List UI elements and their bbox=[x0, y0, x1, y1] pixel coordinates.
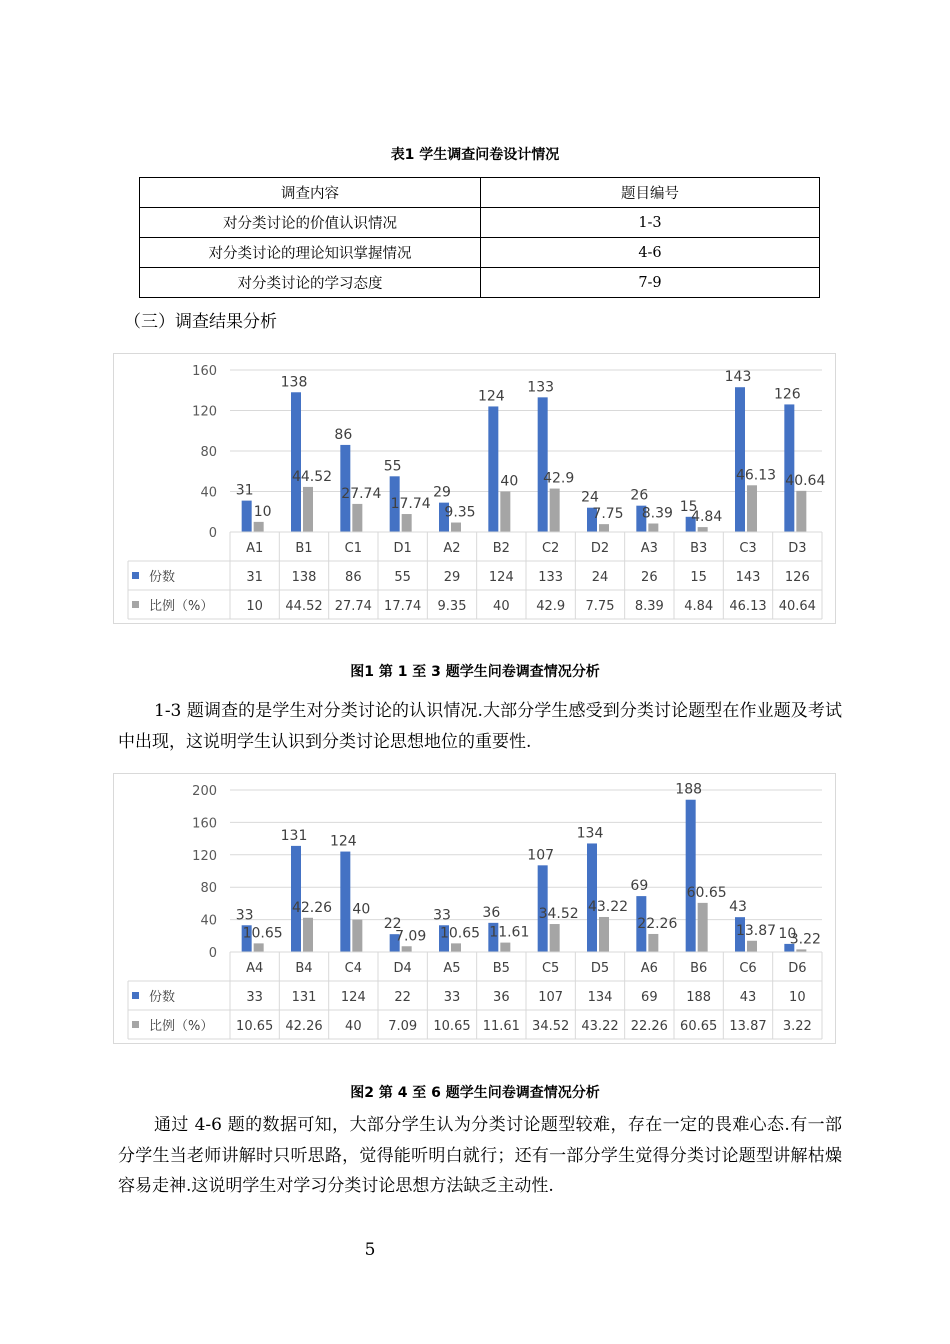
data-table-value: 69 bbox=[641, 990, 658, 1005]
x-category-label: D5 bbox=[590, 961, 610, 976]
bar-percent bbox=[698, 903, 708, 952]
bar-percent bbox=[402, 946, 412, 952]
data-label: 86 bbox=[334, 426, 353, 443]
chart-figure-2 bbox=[113, 773, 836, 1044]
table-cell: 4-6 bbox=[481, 238, 820, 268]
data-label: 24 bbox=[581, 489, 599, 506]
x-category-label: C3 bbox=[739, 541, 757, 556]
legend-label: 份数 bbox=[149, 990, 176, 1005]
data-label: 33 bbox=[235, 907, 254, 924]
bar-percent bbox=[254, 943, 264, 952]
x-category-label: C2 bbox=[541, 541, 560, 556]
bar-count bbox=[291, 392, 301, 532]
x-category-label: C5 bbox=[541, 961, 560, 976]
data-table-value: 27.74 bbox=[334, 599, 372, 614]
data-table-value: 31 bbox=[246, 570, 263, 585]
data-label: 4.84 bbox=[691, 509, 723, 526]
data-table-value: 42.26 bbox=[285, 1019, 323, 1034]
data-label: 134 bbox=[576, 825, 604, 842]
x-category-label: D3 bbox=[788, 541, 807, 556]
data-table-value: 33 bbox=[443, 990, 461, 1005]
table-cell: 1-3 bbox=[481, 208, 820, 238]
bar-percent bbox=[352, 504, 362, 532]
data-table-value: 4.84 bbox=[684, 599, 714, 614]
x-category-label: A3 bbox=[640, 541, 658, 556]
data-label: 69 bbox=[630, 878, 649, 895]
data-label: 138 bbox=[280, 374, 308, 391]
x-category-label: D1 bbox=[393, 541, 412, 556]
legend-swatch bbox=[132, 601, 139, 608]
bar-percent bbox=[500, 943, 510, 952]
y-tick-label: 40 bbox=[200, 485, 217, 501]
data-label: 131 bbox=[280, 827, 308, 844]
table-caption: 表1 学生调查问卷设计情况 bbox=[390, 147, 560, 163]
bar-count bbox=[784, 404, 794, 532]
table-header-row bbox=[140, 178, 820, 208]
y-tick-label: 80 bbox=[200, 445, 217, 460]
bar-percent bbox=[796, 491, 806, 532]
x-category-label: A5 bbox=[443, 961, 461, 976]
data-label: 40.64 bbox=[785, 472, 826, 489]
data-label: 29 bbox=[433, 484, 451, 501]
data-table-value: 143 bbox=[735, 570, 761, 585]
data-table-value: 42.9 bbox=[536, 599, 566, 614]
table-row bbox=[140, 238, 820, 268]
table-header-cell: 题目编号 bbox=[481, 178, 820, 208]
data-label: 60.65 bbox=[686, 884, 727, 901]
bar-percent bbox=[550, 489, 560, 532]
data-label: 40 bbox=[352, 901, 371, 918]
data-table-value: 60.65 bbox=[680, 1019, 718, 1034]
x-category-label: D2 bbox=[590, 541, 610, 556]
table-cell: 7-9 bbox=[481, 268, 820, 298]
bar-percent bbox=[303, 918, 313, 952]
data-label: 43.22 bbox=[587, 898, 629, 915]
data-label: 10 bbox=[253, 503, 272, 520]
survey-design-table bbox=[139, 177, 820, 298]
legend-swatch bbox=[132, 572, 139, 579]
data-label: 42.9 bbox=[543, 470, 575, 487]
y-tick-label: 0 bbox=[208, 526, 217, 541]
data-table-value: 44.52 bbox=[285, 599, 323, 614]
bar-percent bbox=[698, 527, 708, 532]
table-cell: 对分类讨论的理论知识掌握情况 bbox=[140, 238, 481, 268]
bar-percent bbox=[254, 522, 264, 532]
data-label: 7.75 bbox=[592, 506, 624, 523]
x-category-label: C4 bbox=[344, 961, 363, 976]
y-tick-label: 200 bbox=[192, 784, 217, 799]
legend-swatch bbox=[132, 1021, 139, 1028]
bar-percent bbox=[303, 487, 313, 532]
y-tick-label: 0 bbox=[208, 946, 217, 961]
y-tick-label: 160 bbox=[192, 816, 217, 832]
data-label: 26 bbox=[630, 487, 649, 504]
bar-percent bbox=[402, 514, 412, 532]
data-label: 3.22 bbox=[789, 931, 821, 948]
data-table-value: 40 bbox=[345, 1019, 362, 1034]
data-table-value: 40 bbox=[493, 599, 510, 614]
bar-percent bbox=[599, 524, 609, 532]
data-label: 44.52 bbox=[291, 468, 333, 485]
data-table-value: 7.09 bbox=[388, 1019, 418, 1034]
data-label: 31 bbox=[235, 482, 254, 499]
bar-count bbox=[735, 387, 745, 532]
bar-percent bbox=[599, 917, 609, 952]
data-label: 22.26 bbox=[637, 915, 678, 932]
data-label: 10 bbox=[778, 925, 797, 942]
data-label: 10.65 bbox=[242, 925, 283, 942]
data-label: 46.13 bbox=[735, 467, 777, 484]
page-number: 5 bbox=[364, 1240, 376, 1260]
data-table-value: 15 bbox=[690, 570, 707, 585]
data-label: 22 bbox=[383, 916, 402, 933]
data-table-value: 138 bbox=[291, 570, 317, 585]
data-label: 188 bbox=[675, 781, 703, 798]
table-cell: 对分类讨论的学习态度 bbox=[140, 268, 481, 298]
data-table-value: 86 bbox=[345, 570, 362, 585]
data-label: 10.65 bbox=[439, 925, 481, 942]
legend-swatch bbox=[132, 992, 139, 999]
figure-1-caption: 图1 第 1 至 3 题学生问卷调查情况分析 bbox=[350, 664, 600, 680]
data-label: 17.74 bbox=[390, 496, 431, 513]
x-category-label: B3 bbox=[690, 541, 708, 556]
bar-percent bbox=[352, 920, 362, 952]
x-category-label: B6 bbox=[690, 961, 708, 976]
data-label: 133 bbox=[527, 379, 555, 396]
data-table-value: 133 bbox=[538, 570, 564, 585]
data-table-value: 26 bbox=[641, 570, 658, 585]
bar-count bbox=[686, 800, 696, 952]
legend-label: 比例（%） bbox=[149, 1019, 214, 1034]
data-table-value: 3.22 bbox=[782, 1019, 812, 1034]
y-tick-label: 160 bbox=[192, 364, 217, 379]
data-label: 7.09 bbox=[395, 928, 427, 945]
data-label: 43 bbox=[729, 899, 747, 916]
bar-percent bbox=[500, 492, 510, 533]
data-table-value: 134 bbox=[587, 990, 613, 1005]
table-row bbox=[140, 268, 820, 298]
chart-2-svg bbox=[114, 774, 835, 1043]
chart-1-svg bbox=[114, 354, 835, 623]
legend-label: 比例（%） bbox=[149, 599, 214, 614]
x-category-label: D6 bbox=[788, 961, 807, 976]
data-table-value: 126 bbox=[784, 570, 810, 585]
data-label: 15 bbox=[679, 498, 698, 515]
data-table-value: 36 bbox=[493, 990, 510, 1005]
table-cell: 对分类讨论的价值认识情况 bbox=[140, 208, 481, 238]
data-table-value: 22 bbox=[394, 990, 411, 1005]
bar-percent bbox=[550, 924, 560, 952]
data-label: 34.52 bbox=[538, 906, 579, 923]
x-category-label: A2 bbox=[443, 541, 461, 556]
x-category-label: A1 bbox=[246, 541, 264, 556]
paragraph-1: 1-3 题调查的是学生对分类讨论的认识情况.大部分学生感受到分类讨论题型在作业题及考试中出现，这说明学生认识到分类讨论思想地位的重要性. bbox=[118, 701, 842, 752]
data-label: 36 bbox=[482, 904, 501, 921]
legend-label: 份数 bbox=[149, 570, 176, 585]
data-label: 33 bbox=[433, 907, 451, 924]
data-table-value: 17.74 bbox=[384, 599, 422, 614]
data-table-value: 124 bbox=[340, 990, 366, 1005]
data-label: 55 bbox=[383, 458, 402, 475]
data-table-value: 34.52 bbox=[532, 1019, 570, 1034]
bar-count bbox=[340, 852, 350, 952]
data-table-value: 10.65 bbox=[236, 1019, 274, 1034]
x-category-label: A4 bbox=[246, 961, 264, 976]
paragraph-2: 通过 4-6 题的数据可知，大部分学生认为分类讨论题型较难，存在一定的畏难心态.有一部分学生当老师讲解时只听思路，觉得能听明白就行；还有一部分学生觉得分类讨论题型讲解枯燥容易走神.这说明学生对学习分类讨论思想方法缺乏主动性. bbox=[118, 1115, 842, 1196]
data-label: 143 bbox=[724, 369, 752, 386]
data-table-value: 43 bbox=[739, 990, 757, 1005]
x-category-label: B5 bbox=[492, 961, 510, 976]
data-table-value: 10 bbox=[789, 990, 806, 1005]
y-tick-label: 80 bbox=[200, 881, 217, 897]
data-table-value: 188 bbox=[686, 990, 712, 1005]
data-table-value: 124 bbox=[488, 570, 514, 585]
x-category-label: B2 bbox=[492, 541, 510, 556]
bar-count bbox=[587, 843, 597, 952]
bar-percent bbox=[747, 485, 757, 532]
y-tick-label: 120 bbox=[192, 848, 217, 864]
x-category-label: D4 bbox=[393, 961, 412, 976]
x-category-label: C1 bbox=[344, 541, 363, 556]
data-label: 124 bbox=[477, 388, 505, 405]
data-table-value: 13.87 bbox=[729, 1019, 767, 1034]
data-label: 124 bbox=[329, 833, 357, 850]
x-category-label: B1 bbox=[295, 541, 313, 556]
data-label: 40 bbox=[500, 473, 519, 490]
section-heading: （三）调查结果分析 bbox=[124, 312, 277, 332]
data-table-value: 7.75 bbox=[585, 599, 615, 614]
data-table-value: 131 bbox=[291, 990, 317, 1005]
bar-percent bbox=[451, 943, 461, 952]
bar-percent bbox=[648, 934, 658, 952]
table-row bbox=[140, 208, 820, 238]
y-tick-label: 40 bbox=[200, 913, 217, 929]
data-table-value: 24 bbox=[591, 570, 609, 585]
data-table-value: 10 bbox=[246, 599, 263, 614]
x-category-label: A6 bbox=[640, 961, 658, 976]
data-table-value: 9.35 bbox=[437, 599, 467, 614]
bar-count bbox=[538, 397, 548, 532]
bar-percent bbox=[747, 941, 757, 952]
data-table-value: 11.61 bbox=[482, 1019, 520, 1034]
data-label: 13.87 bbox=[735, 922, 777, 939]
bar-percent bbox=[648, 524, 658, 532]
data-table-value: 8.39 bbox=[634, 599, 664, 614]
data-table-value: 33 bbox=[246, 990, 263, 1005]
bar-count bbox=[242, 501, 252, 532]
data-label: 42.26 bbox=[291, 899, 333, 916]
x-category-label: B4 bbox=[295, 961, 313, 976]
data-table-value: 29 bbox=[443, 570, 461, 585]
y-tick-label: 120 bbox=[192, 404, 217, 420]
data-table-value: 40.64 bbox=[778, 599, 816, 614]
data-label: 27.74 bbox=[341, 485, 382, 502]
data-label: 9.35 bbox=[444, 504, 476, 521]
data-table-value: 46.13 bbox=[729, 599, 767, 614]
table-header-cell: 调查内容 bbox=[140, 178, 481, 208]
chart-figure-1 bbox=[113, 353, 836, 624]
data-label: 11.61 bbox=[489, 924, 530, 941]
data-table-value: 43.22 bbox=[581, 1019, 619, 1034]
bar-count bbox=[488, 406, 498, 532]
data-table-value: 107 bbox=[538, 990, 564, 1005]
data-label: 107 bbox=[527, 847, 555, 864]
x-category-label: C6 bbox=[739, 961, 757, 976]
data-label: 8.39 bbox=[641, 505, 673, 522]
data-table-value: 55 bbox=[394, 570, 411, 585]
data-table-value: 22.26 bbox=[630, 1019, 668, 1034]
data-label: 126 bbox=[773, 386, 801, 403]
data-table-value: 10.65 bbox=[433, 1019, 471, 1034]
bar-percent bbox=[451, 523, 461, 532]
figure-2-caption: 图2 第 4 至 6 题学生问卷调查情况分析 bbox=[350, 1085, 600, 1101]
